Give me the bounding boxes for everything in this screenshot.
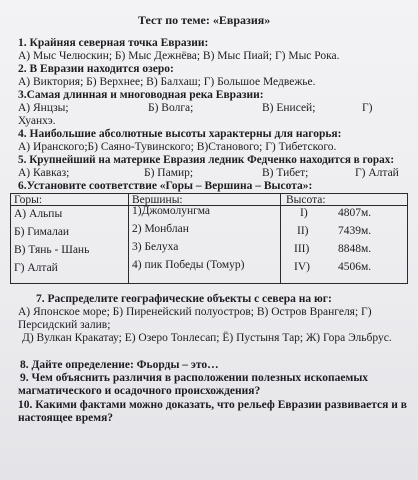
table-cell-mountain: А) Альпы: [14, 208, 63, 220]
question-3: 3.Самая длинная и многоводная река Евразии:: [18, 89, 264, 101]
table-cell-mountain: В) Тянь - Шань: [14, 244, 90, 256]
table-header-peaks: Вершины:: [132, 194, 183, 206]
table-cell-height-number: II): [297, 225, 309, 237]
test-title: Тест по теме: «Евразия»: [138, 13, 271, 27]
question-8: 8. Дайте определение: Фьорды – это…: [20, 359, 219, 371]
table-header-mountains: Горы:: [14, 194, 43, 206]
table-cell-peak: 2) Монблан: [132, 223, 189, 235]
table-cell-peak: 1)Джомолунгма: [132, 205, 211, 217]
question-2-answers: А) Виктория; Б) Верхнее; В) Балхаш; Г) Большое Медвежье.: [18, 76, 316, 88]
table-cell-height-number: I): [300, 207, 308, 219]
question-1-answers: А) Мыс Челюскин; Б) Мыс Дежнёва; В) Мыс Пиай; Г) Мыс Рока.: [18, 50, 340, 62]
table-cell-height: 8848м.: [338, 243, 372, 255]
question-7: 7. Распределите географические объекты с севера на юг:: [36, 293, 332, 305]
question-10-line-1: 10. Какими фактами можно доказать, что рельеф Евразии развивается и в: [18, 399, 407, 411]
question-3-answer-a: А) Янцзы;: [18, 102, 69, 114]
question-5-answer-c: В) Тибет;: [262, 167, 309, 179]
question-3-answer-d-cont: Хуанхэ.: [18, 115, 56, 127]
question-2: 2. В Евразии находится озеро:: [18, 63, 174, 75]
question-10-line-2: настоящее время?: [18, 412, 114, 424]
table-cell-peak: 3) Белуха: [132, 241, 179, 253]
question-7-line-1: А) Японское море; Б) Пиренейский полуостров; В) Остров Врангеля; Г): [18, 306, 372, 318]
question-4: 4. Наибольшие абсолютные высоты характерны для нагорья:: [18, 128, 342, 140]
question-3-answer-b: Б) Волга;: [148, 102, 194, 114]
table-header-heights: Высота:: [286, 194, 326, 206]
question-5-answer-b: Б) Памир;: [144, 167, 194, 179]
question-3-answer-c: В) Енисей;: [262, 102, 316, 114]
table-cell-height-number: IV): [294, 261, 310, 273]
question-7-line-3: Д) Вулкан Кракатау; Е) Озеро Тонлесап; Ё) Пустыня Тар; Ж) Гора Эльбрус.: [22, 332, 392, 344]
question-9-line-1: 9. Чем объяснить различия в расположении полезных ископаемых: [20, 372, 369, 384]
table-cell-mountain: Г) Алтай: [14, 262, 58, 274]
question-4-answers: А) Иранского;Б) Саяно-Тувинского; В)Станового; Г) Тибетского.: [18, 141, 337, 153]
table-cell-height: 4506м.: [338, 261, 372, 273]
table-cell-height-number: III): [294, 243, 310, 255]
table-cell-mountain: Б) Гималаи: [14, 226, 70, 238]
question-1: 1. Крайняя северная точка Евразии:: [18, 37, 209, 49]
question-7-line-2: Персидский залив;: [18, 319, 111, 331]
question-5: 5. Крупнейший на материке Евразия ледник Федченко находится в горах:: [18, 154, 395, 166]
table-cell-height: 7439м.: [338, 225, 372, 237]
question-6: 6.Установите соответствие «Горы – Вершина – Высота»:: [18, 180, 313, 192]
question-5-answer-a: А) Кавказ;: [18, 167, 70, 179]
table-cell-height: 4807м.: [338, 207, 372, 219]
table-cell-peak: 4) пик Победы (Томур): [132, 259, 245, 271]
question-3-answer-d: Г): [362, 102, 373, 114]
question-5-answer-d: Г) Алтай: [355, 167, 399, 179]
question-9-line-2: магматического и осадочного происхождения?: [18, 385, 261, 397]
